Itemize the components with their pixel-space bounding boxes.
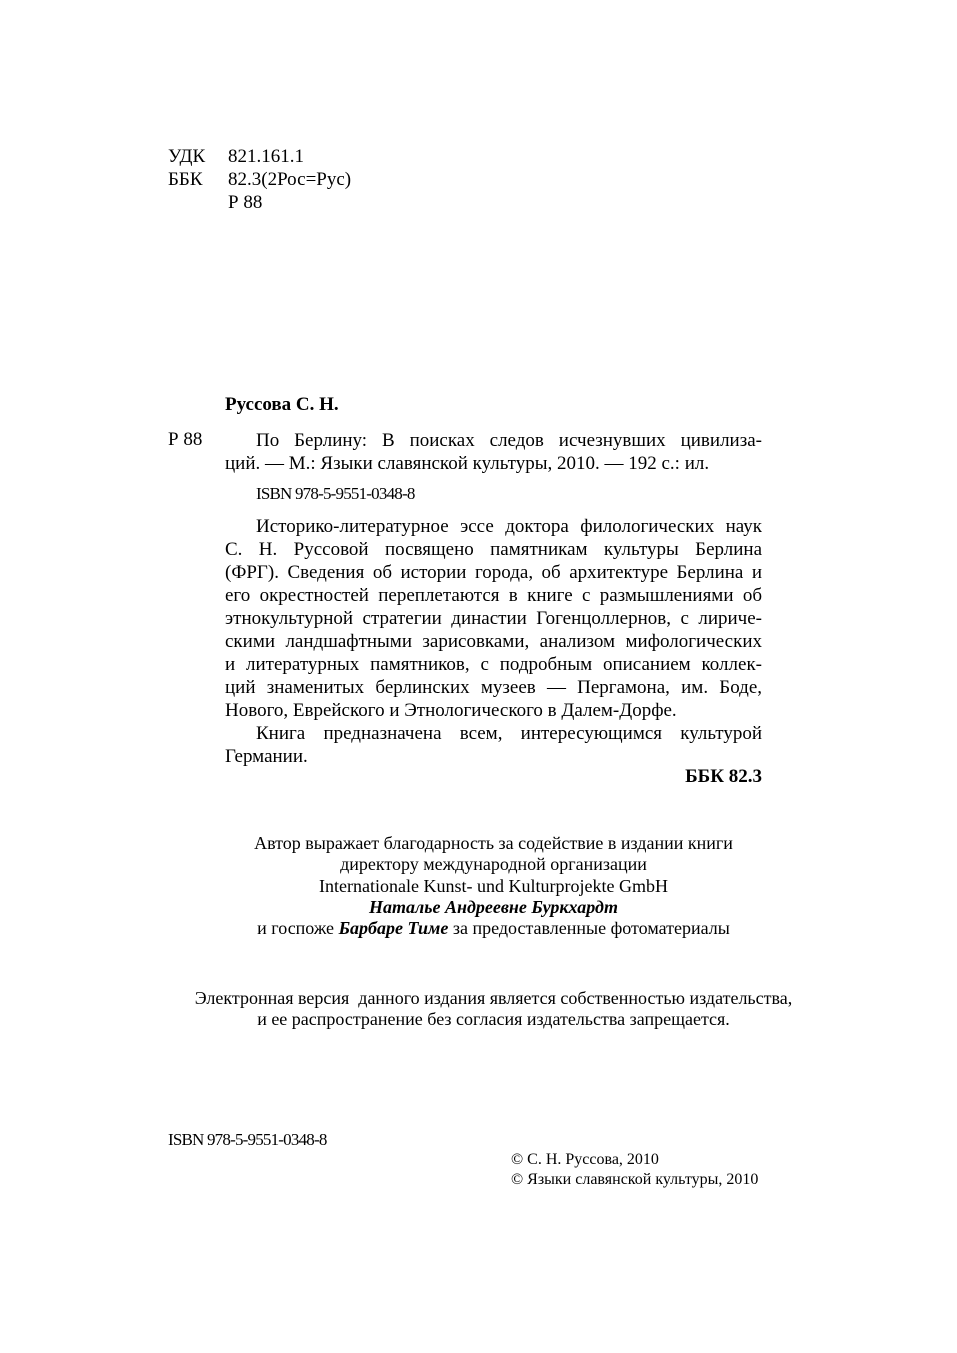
annotation-line: и литературных памятников, с подробным описанием коллек- (225, 654, 762, 675)
annotation-line: Германии. (225, 746, 308, 767)
annotation-line: Нового, Еврейского и Этнологического в Далем-Дорфе. (225, 700, 677, 721)
bbk-value: 82.3(2Рос=Рус) (228, 169, 352, 190)
ack-suffix: за предоставленные фотоматериалы (448, 918, 730, 938)
ack-prefix: и госпоже (257, 918, 339, 938)
notice-line: Электронная версия данного издания является собственностью издательства, (194, 988, 793, 1008)
annotation-line: этнокультурной стратегии династии Гогенцоллернов, с лириче- (225, 608, 762, 629)
entry-title-line: По Берлину: В поисках следов исчезнувших цивилиза- (256, 430, 762, 451)
bbk-short: ББК 82.3 (685, 766, 762, 787)
ack-line: директору международной организации (340, 854, 647, 874)
annotation-line: (ФРГ). Сведения об истории города, об архитектуре Берлина и (225, 562, 762, 583)
annotation-line: С. Н. Руссовой посвящено памятникам культуры Берлина (225, 539, 762, 560)
entry-isbn: ISBN 978-5-9551-0348-8 (256, 484, 415, 503)
ack-line: Автор выражает благодарность за содействие в издании книги (254, 833, 733, 853)
annotation-line: скими ландшафтными зарисовками, анализом мифологических (225, 631, 762, 652)
udk-value: 821.161.1 (228, 146, 304, 167)
annotation-line: его окрестностей переплетаются в книге с размышлениями об (225, 585, 762, 606)
ack-name: Барбаре Тиме (338, 918, 449, 938)
notice-line: и ее распространение без согласия издательства запрещается. (257, 1009, 730, 1029)
annotation-line: ций знаменитых берлинских музеев — Пергамона, им. Боде, (225, 677, 762, 698)
copyright-line: © С. Н. Руссова, 2010 (511, 1151, 659, 1168)
ack-line: Internationale Kunst- und Kulturprojekte GmbH (319, 876, 668, 896)
bbk-label: ББК (168, 169, 203, 190)
annotation-line: Историко-литературное эссе доктора филологических наук (256, 516, 762, 537)
author-mark: Р 88 (228, 192, 263, 213)
udk-label: УДК (168, 146, 206, 167)
ack-line (140, 917, 847, 939)
entry-title-line: ций. — М.: Языки славянской культуры, 2010. — 192 с.: ил. (225, 453, 710, 474)
footer-isbn: ISBN 978-5-9551-0348-8 (168, 1130, 327, 1149)
author-heading: Руссова С. Н. (225, 394, 339, 415)
ack-name: Наталье Андреевне Буркхардт (369, 897, 618, 917)
copyright-line: © Языки славянской культуры, 2010 (511, 1171, 759, 1188)
entry-mark: Р 88 (168, 429, 203, 450)
annotation-line: Книга предназначена всем, интересующимся культурой (256, 723, 762, 744)
